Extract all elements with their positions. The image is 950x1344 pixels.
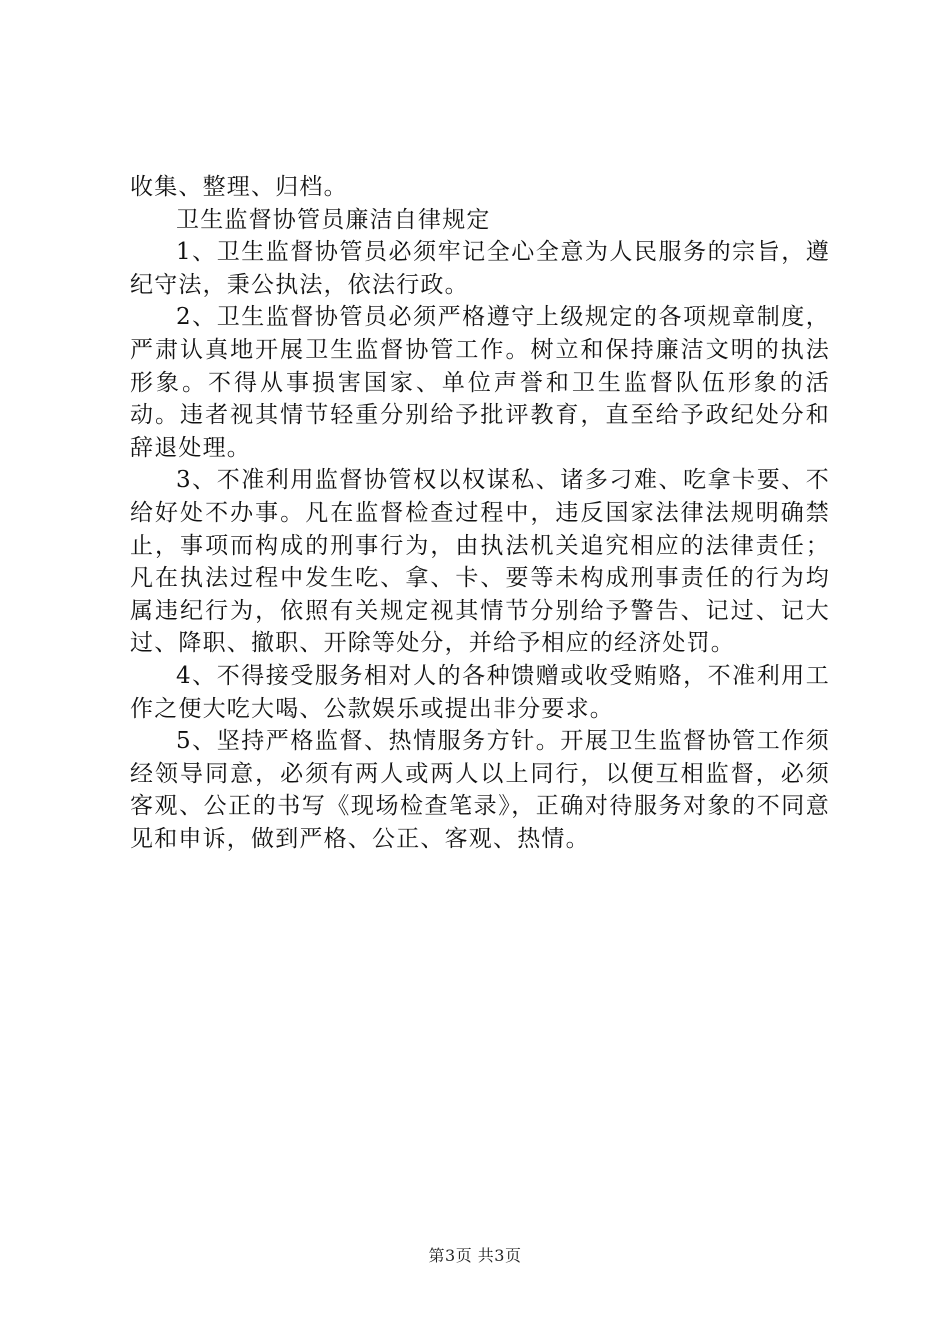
document-body bbox=[130, 171, 830, 855]
paragraph-rule-5: 5、坚持严格监督、热情服务方针。开展卫生监督协管工作须经领导同意，必须有两人或两人以上同行，以便互相监督，必须客观、公正的书写《现场检查笔录》，正确对待服务对象的不同意见和申诉，做到严格、公正、客观、热情。 bbox=[130, 728, 830, 852]
paragraph-rule-1: 1、卫生监督协管员必须牢记全心全意为人民服务的宗旨，遵纪守法，秉公执法，依法行政。 bbox=[130, 239, 830, 298]
paragraph-rule-3: 3、不准利用监督协管权以权谋私、诸多刁难、吃拿卡要、不给好处不办事。凡在监督检查过程中，违反国家法律法规明确禁止，事项而构成的刑事行为，由执法机关追究相应的法律责任；凡在执法过程中发生吃、拿、卡、要等未构成刑事责任的行为均属违纪行为，依照有关规定视其情节分别给予警告、记过、记大过、降职、撤职、开除等处分，并给予相应的经济处罚。 bbox=[130, 467, 830, 657]
paragraph-rule-4: 4、不得接受服务相对人的各种馈赠或收受贿赂，不准利用工作之便大吃大喝、公款娱乐或提出非分要求。 bbox=[130, 662, 830, 722]
paragraph-continuation: 收集、整理、归档。 bbox=[130, 174, 348, 200]
paragraph-rule-2: 2、卫生监督协管员必须严格遵守上级规定的各项规章制度，严肃认真地开展卫生监督协管工作。树立和保持廉洁文明的执法形象。不得从事损害国家、单位声誉和卫生监督队伍形象的活动。违者视其情节轻重分别给予批评教育，直至给予政纪处分和辞退处理。 bbox=[130, 304, 830, 461]
section-heading: 卫生监督协管员廉洁自律规定 bbox=[176, 206, 491, 233]
page-footer: 第3页 共3页 bbox=[428, 1246, 522, 1265]
